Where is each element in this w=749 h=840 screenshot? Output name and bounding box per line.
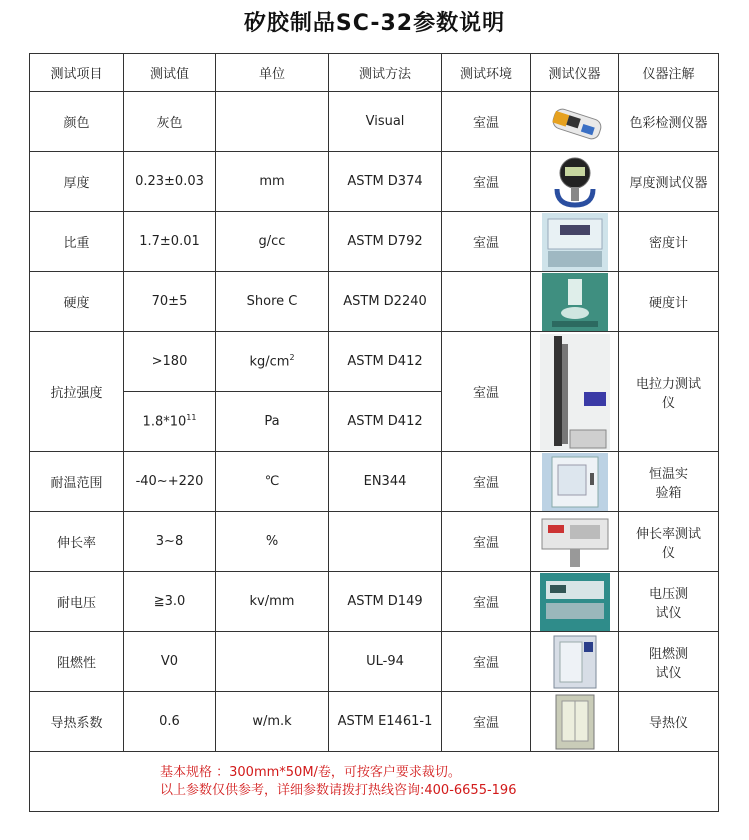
- unit-cell: [216, 92, 329, 152]
- item-cell: 耐电压: [30, 572, 124, 632]
- unit-cell: Pa: [216, 392, 329, 452]
- note-cell: 密度计: [619, 212, 719, 272]
- method-cell: ASTM D412: [329, 392, 442, 452]
- thickness-gauge-icon: [545, 155, 605, 209]
- value-cell: -40~+220: [124, 452, 216, 512]
- flame-tester-icon: [550, 634, 600, 690]
- page-title: 矽胶制品SC-32参数说明: [243, 11, 506, 36]
- hardness-tester-icon: [542, 273, 608, 331]
- value-cell: >180: [124, 332, 216, 392]
- value-text: 1.8*10: [142, 414, 187, 430]
- item-cell: 厚度: [30, 152, 124, 212]
- method-cell: ASTM D149: [329, 572, 442, 632]
- density-meter-icon: [542, 213, 608, 271]
- value-superscript: 11: [186, 413, 197, 423]
- method-cell: ASTM E1461-1: [329, 692, 442, 752]
- unit-superscript: 2: [289, 353, 295, 363]
- unit-cell: mm: [216, 152, 329, 212]
- note-cell: 阻燃测试仪: [619, 632, 719, 692]
- spec-table: [29, 53, 719, 812]
- instrument-cell: [531, 272, 619, 332]
- instrument-cell: [531, 692, 619, 752]
- item-cell: 耐温范围: [30, 452, 124, 512]
- table-row: [30, 212, 719, 272]
- elongation-tester-icon: [540, 515, 610, 569]
- env-cell: 室温: [442, 332, 531, 452]
- thermal-conductivity-meter-icon: [552, 693, 598, 751]
- note-cell: 电拉力测试仪: [619, 332, 719, 452]
- table-row: [30, 152, 719, 212]
- item-cell: 阻燃性: [30, 632, 124, 692]
- value-cell: 0.6: [124, 692, 216, 752]
- header-row: [30, 54, 719, 92]
- env-cell: 室温: [442, 212, 531, 272]
- instrument-cell: [531, 632, 619, 692]
- unit-cell: w/m.k: [216, 692, 329, 752]
- method-cell: ASTM D412: [329, 332, 442, 392]
- instrument-cell: [531, 332, 619, 452]
- table-row: [30, 632, 719, 692]
- method-cell: ASTM D374: [329, 152, 442, 212]
- table-row: [30, 692, 719, 752]
- table-row: [30, 332, 719, 392]
- env-cell: 室温: [442, 512, 531, 572]
- table-row: [30, 272, 719, 332]
- header-method: 测试方法: [329, 54, 442, 92]
- footer-line-2: 以上参数仅供参考，详细参数请拨打热线咨询:400-6655-196: [160, 782, 517, 798]
- item-cell: 比重: [30, 212, 124, 272]
- table-row: [30, 572, 719, 632]
- env-cell: 室温: [442, 152, 531, 212]
- value-cell: ≧3.0: [124, 572, 216, 632]
- note-cell: 色彩检测仪器: [619, 92, 719, 152]
- instrument-cell: [531, 152, 619, 212]
- value-cell: 70±5: [124, 272, 216, 332]
- unit-cell: [216, 332, 329, 392]
- header-instrument: 测试仪器: [531, 54, 619, 92]
- instrument-cell: [531, 92, 619, 152]
- env-cell: 室温: [442, 92, 531, 152]
- footer-line-1: 基本规格 ：300mm*50M/卷，可按客户要求裁切。: [160, 764, 461, 780]
- instrument-cell: [531, 212, 619, 272]
- tensile-tester-icon: [540, 334, 610, 450]
- value-cell: V0: [124, 632, 216, 692]
- value-cell: 3~8: [124, 512, 216, 572]
- unit-cell: %: [216, 512, 329, 572]
- unit-cell: [216, 632, 329, 692]
- table-row: [30, 452, 719, 512]
- value-cell: 1.7±0.01: [124, 212, 216, 272]
- item-cell: 伸长率: [30, 512, 124, 572]
- method-cell: ASTM D792: [329, 212, 442, 272]
- note-cell: 导热仪: [619, 692, 719, 752]
- instrument-cell: [531, 572, 619, 632]
- method-cell: UL-94: [329, 632, 442, 692]
- item-cell: 抗拉强度: [30, 332, 124, 452]
- value-cell: 0.23±0.03: [124, 152, 216, 212]
- unit-cell: ℃: [216, 452, 329, 512]
- value-cell: 灰色: [124, 92, 216, 152]
- item-cell: 颜色: [30, 92, 124, 152]
- env-cell: 室温: [442, 632, 531, 692]
- footer-note: [30, 752, 719, 812]
- value-cell: [124, 392, 216, 452]
- method-cell: [329, 512, 442, 572]
- header-unit: 单位: [216, 54, 329, 92]
- unit-text: kg/cm: [249, 354, 290, 370]
- env-cell: 室温: [442, 452, 531, 512]
- table-row: [30, 512, 719, 572]
- env-cell: 室温: [442, 692, 531, 752]
- note-cell: 伸长率测试仪: [619, 512, 719, 572]
- env-cell: 室温: [442, 572, 531, 632]
- footer-row: [30, 752, 719, 812]
- method-cell: Visual: [329, 92, 442, 152]
- colorimeter-icon: [543, 96, 607, 148]
- header-env: 测试环境: [442, 54, 531, 92]
- voltage-tester-icon: [540, 573, 610, 631]
- note-cell: 恒温实验箱: [619, 452, 719, 512]
- header-value: 测试值: [124, 54, 216, 92]
- header-note: 仪器注解: [619, 54, 719, 92]
- instrument-cell: [531, 452, 619, 512]
- item-cell: 硬度: [30, 272, 124, 332]
- note-cell: 厚度测试仪器: [619, 152, 719, 212]
- note-cell: 硬度计: [619, 272, 719, 332]
- climate-chamber-icon: [542, 453, 608, 511]
- method-cell: EN344: [329, 452, 442, 512]
- unit-cell: Shore C: [216, 272, 329, 332]
- instrument-cell: [531, 512, 619, 572]
- header-item: 测试项目: [30, 54, 124, 92]
- unit-cell: g/cc: [216, 212, 329, 272]
- env-cell: [442, 272, 531, 332]
- unit-cell: kv/mm: [216, 572, 329, 632]
- method-cell: ASTM D2240: [329, 272, 442, 332]
- note-cell: 电压测试仪: [619, 572, 719, 632]
- table-row: [30, 92, 719, 152]
- item-cell: 导热系数: [30, 692, 124, 752]
